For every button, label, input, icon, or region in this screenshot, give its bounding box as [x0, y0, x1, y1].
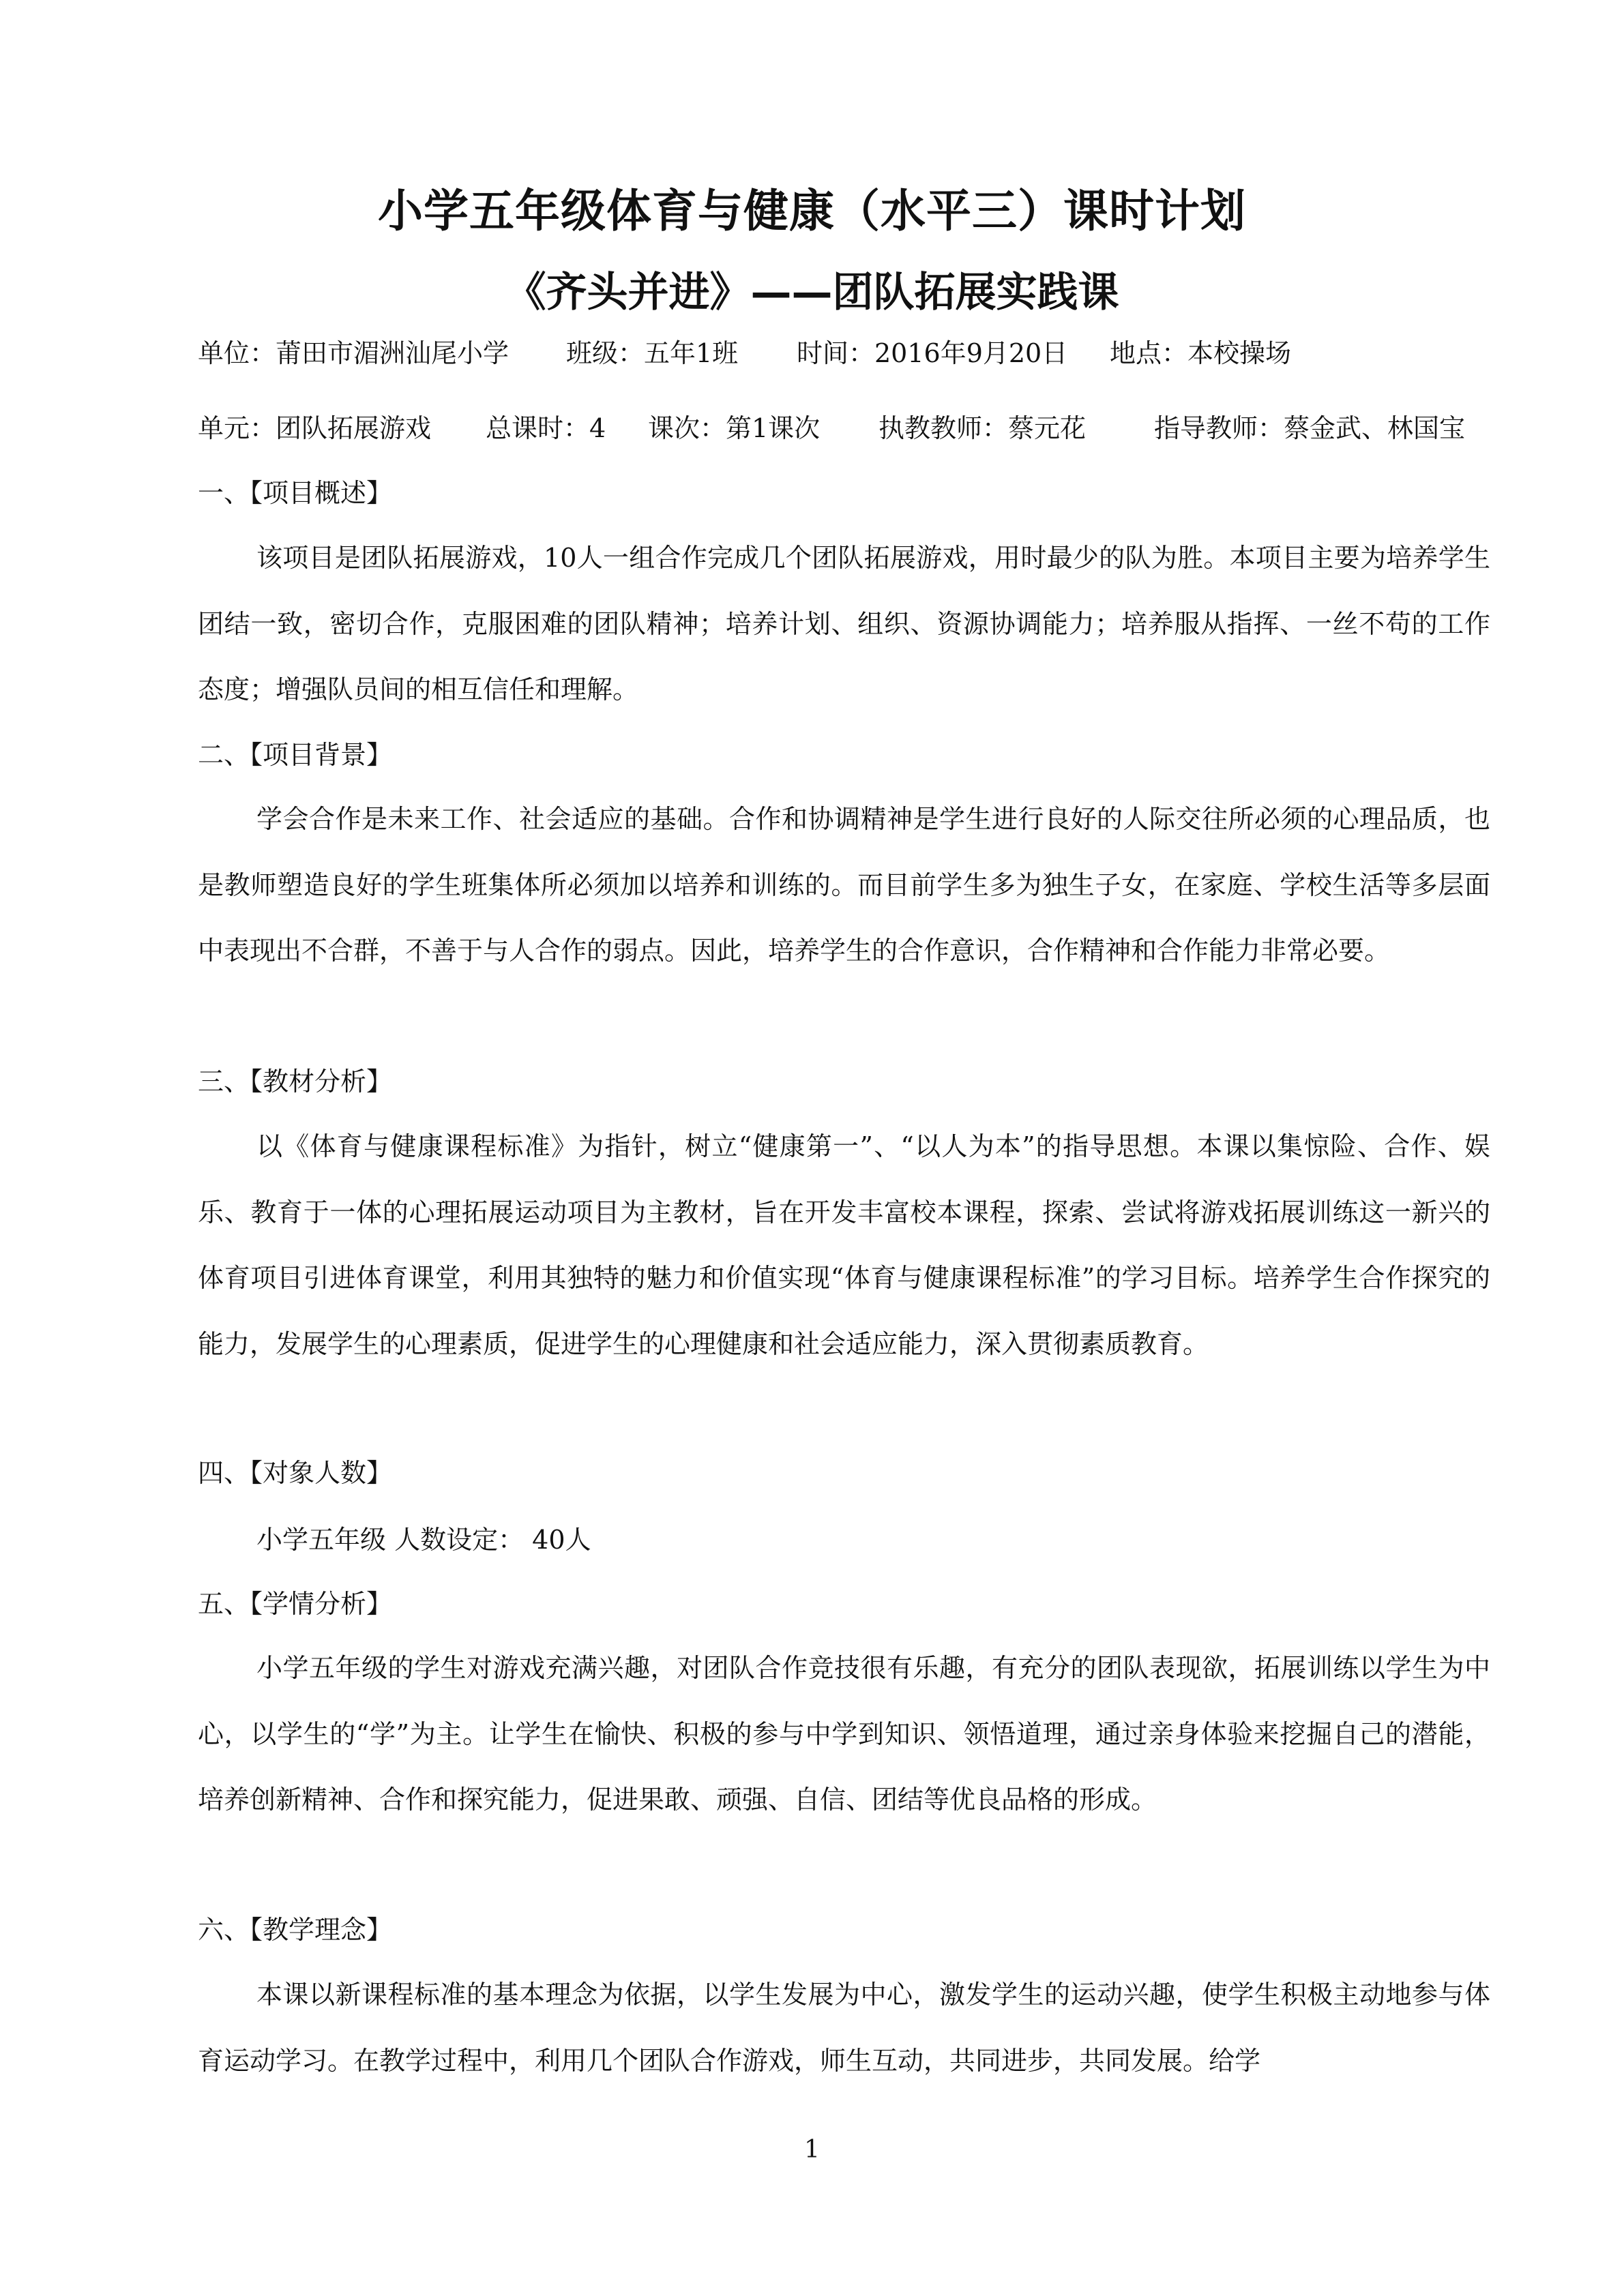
- meta-time: 时间：2016年9月20日: [797, 338, 1068, 368]
- meta-total-hours: 总课时：4: [486, 413, 606, 443]
- meta-row-2: [198, 408, 1490, 449]
- section-body-material: 以《体育与健康课程标准》为指针，树立“健康第一”、“以人为本”的指导思想。本课以集惊险、合作、娱乐、教育于一体的心理拓展运动项目为主教材，旨在开发丰富校本课程，探索、尝试将游戏拓展训练这一新兴的体育项目引进体育课堂，利用其独特的魅力和价值实现“体育与健康课程标准”的学习目标。培养学生合作探究的能力，发展学生的心理素质，促进学生的心理健康和社会适应能力，深入贯彻素质教育。: [198, 1131, 1490, 1359]
- meta-class: 班级：五年1班: [566, 338, 739, 368]
- page-title: 小学五年级体育与健康（水平三）课时计划: [378, 185, 1246, 237]
- section-body-student-analysis: 小学五年级的学生对游戏充满兴趣，对团队合作竞技很有乐趣，有充分的团队表现欲，拓展训练以学生为中心，以学生的“学”为主。让学生在愉快、积极的参与中学到知识、领悟道理，通过亲身体验来挖掘自己的潜能，培养创新精神、合作和探究能力，促进果敢、顽强、自信、团结等优良品格的形成。: [198, 1653, 1490, 1815]
- meta-advisors: 指导教师：蔡金武、林国宝: [1154, 413, 1466, 443]
- meta-row-1: [198, 333, 1490, 374]
- meta-place: 地点：本校操场: [1110, 338, 1292, 368]
- meta-unit-org: 单位：莆田市湄洲汕尾小学: [198, 338, 510, 368]
- section-heading-philosophy: 六、【教学理念】: [198, 1915, 393, 1945]
- meta-unit: 单元：团队拓展游戏: [198, 413, 432, 443]
- section-body-philosophy: 本课以新课程标准的基本理念为依据，以学生发展为中心，激发学生的运动兴趣，使学生积极主动地参与体育运动学习。在教学过程中，利用几个团队合作游戏，师生互动，共同进步，共同发展。给学: [198, 1980, 1490, 2076]
- section-heading-background: 二、【项目背景】: [198, 740, 393, 770]
- section-heading-audience: 四、【对象人数】: [198, 1458, 393, 1488]
- section-heading-overview: 一、【项目概述】: [198, 478, 393, 508]
- section-heading-material: 三、【教材分析】: [198, 1067, 393, 1097]
- section-body-audience: 小学五年级 人数设定： 40人: [256, 1525, 591, 1555]
- page-subtitle: 《齐头并进》——团队拓展实践课: [505, 269, 1119, 316]
- section-heading-student-analysis: 五、【学情分析】: [198, 1589, 393, 1619]
- meta-lesson: 课次：第1课次: [648, 413, 821, 443]
- section-body-overview: 该项目是团队拓展游戏，10人一组合作完成几个团队拓展游戏，用时最少的队为胜。本项目主要为培养学生团结一致，密切合作，克服困难的团队精神；培养计划、组织、资源协调能力；培养服从指挥、一丝不苟的工作态度；增强队员间的相互信任和理解。: [198, 543, 1490, 704]
- meta-teacher: 执教教师：蔡元花: [879, 413, 1087, 443]
- section-body-background: 学会合作是未来工作、社会适应的基础。合作和协调精神是学生进行良好的人际交往所必须的心理品质，也是教师塑造良好的学生班集体所必须加以培养和训练的。而目前学生多为独生子女，在家庭、学校生活等多层面中表现出不合群，不善于与人合作的弱点。因此，培养学生的合作意识，合作精神和合作能力非常必要。: [198, 804, 1490, 966]
- page-number: 1: [804, 2136, 820, 2164]
